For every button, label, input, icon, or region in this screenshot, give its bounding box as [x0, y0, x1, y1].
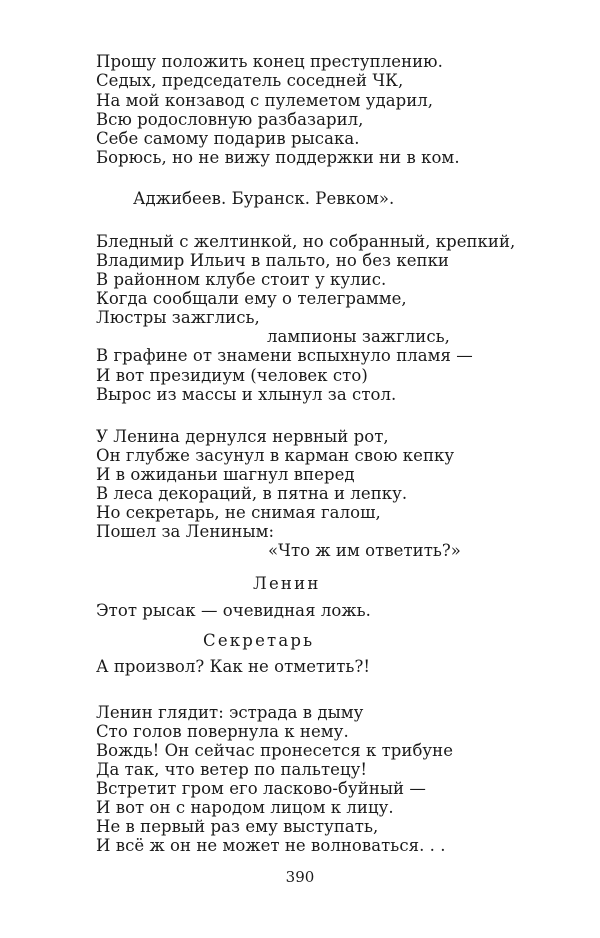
- poem-line: В районном клубе стоит у кулис.: [96, 270, 387, 289]
- poem-line: Бледный с желтинкой, но собранный, крепкий,: [96, 232, 516, 251]
- poem-line-indented: «Что ж им ответить?»: [268, 541, 461, 560]
- poem-line: Но секретарь, не снимая галош,: [96, 503, 381, 522]
- poem-line: И в ожиданьи шагнул вперед: [96, 465, 355, 484]
- poem-line: Не в первый раз ему выступать,: [96, 817, 379, 836]
- telegram-signature: Аджибеев. Буранск. Ревком».: [133, 189, 395, 208]
- poem-line: Пошел за Лениным:: [96, 522, 275, 541]
- dialogue-line: А произвол? Как не отметить?!: [96, 657, 371, 676]
- poem-line: На мой конзавод с пулеметом ударил,: [96, 91, 434, 110]
- poem-line: У Ленина дернулся нервный рот,: [96, 427, 389, 446]
- poem-line: Да так, что ветер по пальтецу!: [96, 760, 368, 779]
- poem-line: Борюсь, но не вижу поддержки ни в ком.: [96, 148, 460, 167]
- poem-line: Он глубже засунул в карман свою кепку: [96, 446, 455, 465]
- poem-line: Седых, председатель соседней ЧК,: [96, 71, 404, 90]
- poem-line: Владимир Ильич в пальто, но без кепки: [96, 251, 449, 270]
- poem-line: Вырос из массы и хлынул за стол.: [96, 385, 397, 404]
- poem-line: Люстры зажглись,: [96, 308, 260, 327]
- poem-line: В графине от знамени вспыхнуло пламя —: [96, 346, 473, 365]
- poem-line: И вот он с народом лицом к лицу.: [96, 798, 394, 817]
- poem-line: Вождь! Он сейчас пронесется к трибуне: [96, 741, 454, 760]
- speaker-name: Секретарь: [203, 631, 315, 650]
- poem-line: В леса декораций, в пятна и лепку.: [96, 484, 408, 503]
- dialogue-line: Этот рысак — очевидная ложь.: [96, 601, 371, 620]
- poem-line: Встретит гром его ласково-буйный —: [96, 779, 426, 798]
- speaker-name: Ленин: [253, 574, 321, 593]
- poem-line: И всё ж он не может не волноваться. . .: [96, 836, 446, 855]
- poem-line: Когда сообщали ему о телеграмме,: [96, 289, 407, 308]
- poem-line: Себе самому подарив рысака.: [96, 129, 360, 148]
- poem-line: Всю родословную разбазарил,: [96, 110, 364, 129]
- poem-line: Сто голов повернула к нему.: [96, 722, 349, 741]
- poem-line-indented: лампионы зажглись,: [267, 327, 450, 346]
- poem-line: И вот президиум (человек сто): [96, 366, 368, 385]
- page-number: 390: [285, 868, 315, 886]
- poem-line: Прошу положить конец преступлению.: [96, 52, 443, 71]
- poem-line: Ленин глядит: эстрада в дыму: [96, 703, 364, 722]
